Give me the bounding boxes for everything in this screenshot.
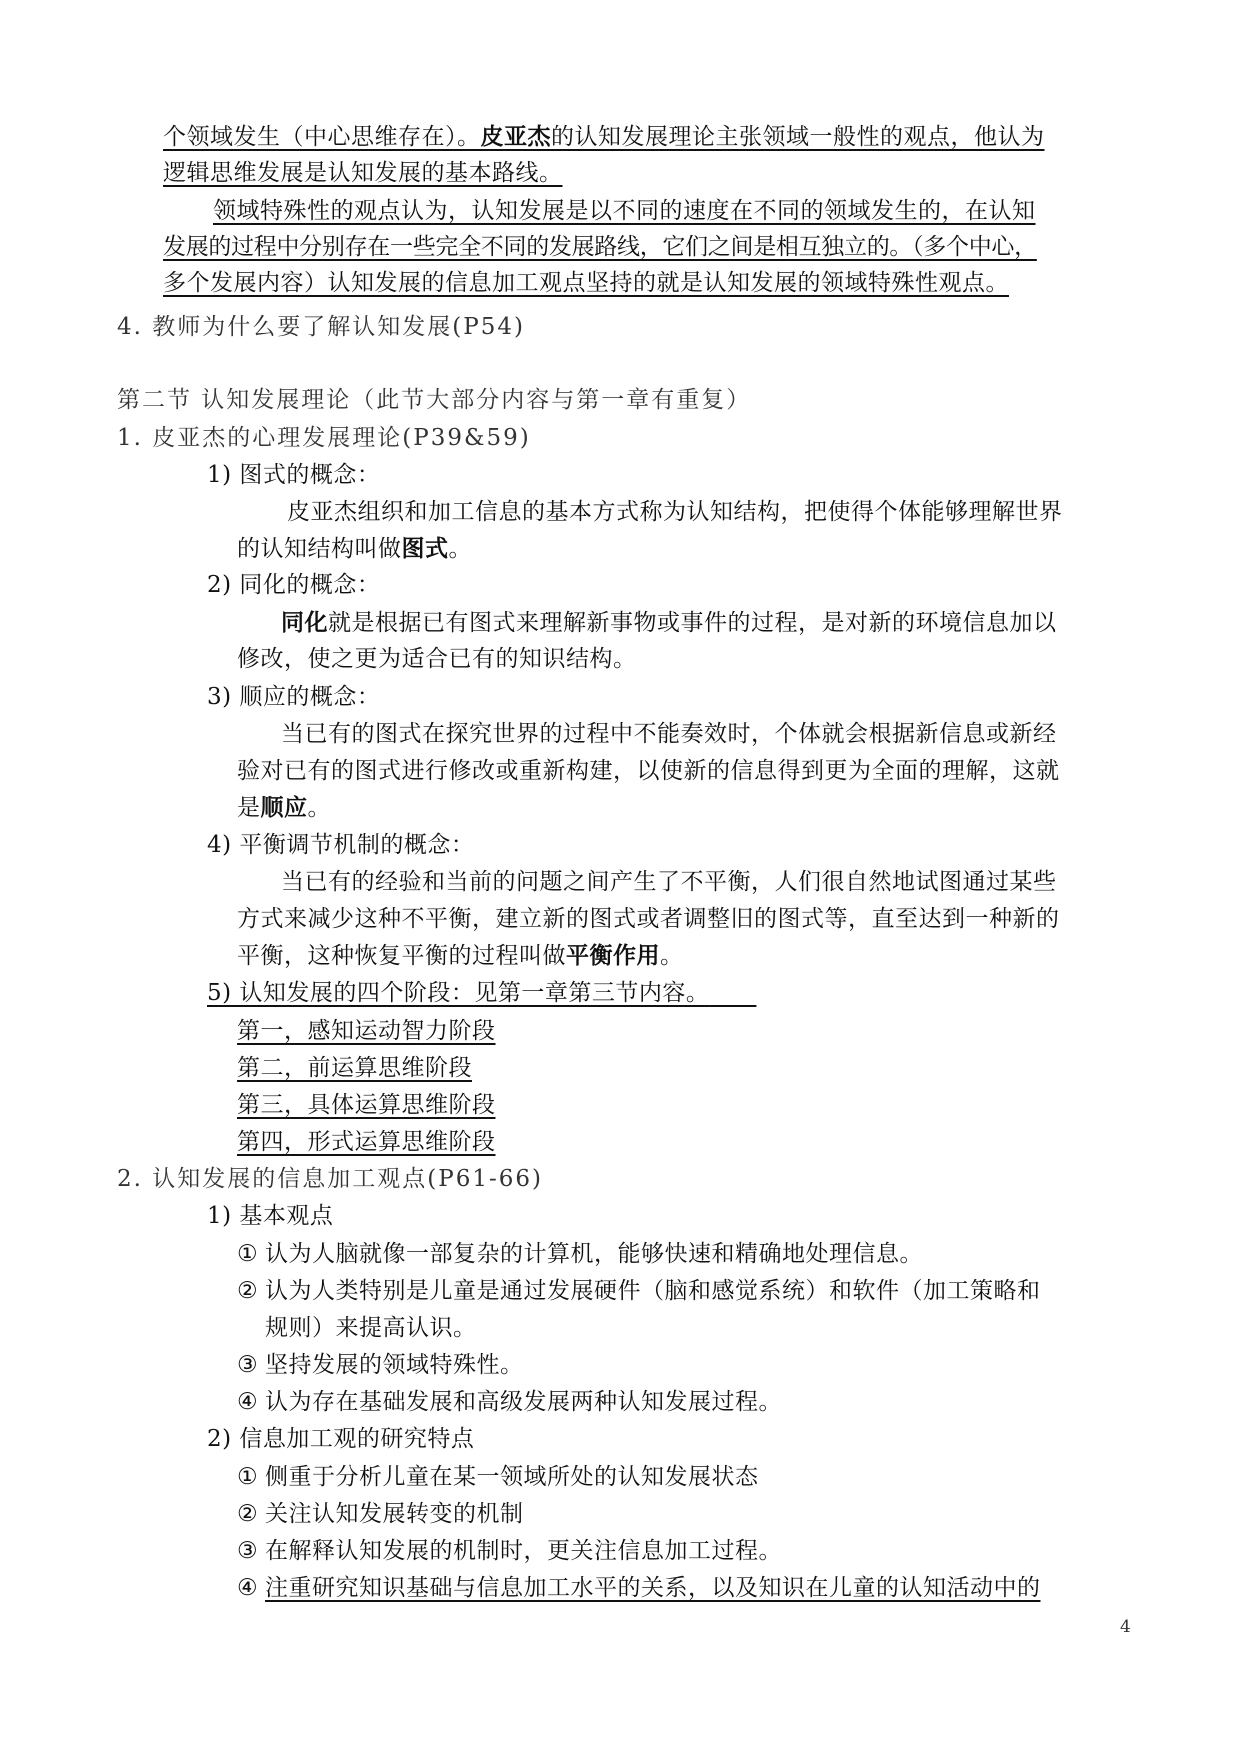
basic-view-2-cont: 规则）来提高认识。 [265, 1315, 477, 1341]
schema-line-2: 的认知结构叫做图式。 [237, 536, 472, 562]
schema-heading: 1) 图式的概念： [207, 462, 381, 488]
question-4: 4. 教师为什么要了解认知发展(P54) [117, 314, 525, 340]
stage-item: 第三，具体运算思维阶段 [237, 1092, 496, 1118]
basic-views-heading: 1) 基本观点 [207, 1203, 334, 1229]
assimilation-heading: 2) 同化的概念： [207, 572, 381, 598]
schema-line-1: 皮亚杰组织和加工信息的基本方式称为认知结构，把使得个体能够理解世界 [287, 499, 1063, 525]
basic-view-2: ② 认为人类特别是儿童是通过发展硬件（脑和感觉系统）和软件（加工策略和 [237, 1278, 1041, 1304]
item-1-title: 1. 皮亚杰的心理发展理论(P39&59) [117, 425, 531, 451]
equilibration-heading: 4) 平衡调节机制的概念： [207, 832, 475, 858]
feature-1: ① 侧重于分析儿童在某一领域所处的认知发展状态 [237, 1464, 759, 1490]
accommodation-line-3: 是顺应。 [237, 795, 331, 821]
features-heading: 2) 信息加工观的研究特点 [207, 1426, 475, 1452]
accommodation-line-2: 验对已有的图式进行修改或重新构建，以使新的信息得到更为全面的理解，这就 [237, 758, 1060, 784]
domain-para-line-5: 多个发展内容）认知发展的信息加工观点坚持的就是认知发展的领域特殊性观点。 [163, 270, 1009, 296]
basic-view-1: ① 认为人脑就像一部复杂的计算机，能够快速和精确地处理信息。 [237, 1241, 923, 1267]
stage-item: 第一，感知运动智力阶段 [237, 1018, 496, 1044]
feature-2: ② 关注认知发展转变的机制 [237, 1501, 524, 1527]
basic-view-4: ④ 认为存在基础发展和高级发展两种认知发展过程。 [237, 1389, 782, 1415]
equilibration-line-3: 平衡，这种恢复平衡的过程叫做平衡作用。 [237, 943, 684, 969]
domain-para-line-1: 个领域发生（中心思维存在）。皮亚杰的认知发展理论主张领域一般性的观点，他认为 [163, 124, 1045, 150]
page-number: 4 [1120, 1617, 1131, 1637]
equilibration-line-1: 当已有的经验和当前的问题之间产生了不平衡，人们很自然地试图通过某些 [281, 869, 1057, 895]
feature-4: ④ 注重研究知识基础与信息加工水平的关系，以及知识在儿童的认知活动中的 [237, 1575, 1041, 1601]
assimilation-line-1: 同化就是根据已有图式来理解新事物或事件的过程，是对新的环境信息加以 [281, 610, 1057, 636]
item-2-title: 2. 认知发展的信息加工观点(P61-66) [117, 1166, 543, 1192]
basic-view-3: ③ 坚持发展的领域特殊性。 [237, 1352, 524, 1378]
stages-heading: 5) 认知发展的四个阶段：见第一章第三节内容。 [207, 980, 710, 1006]
assimilation-line-2: 修改，使之更为适合已有的知识结构。 [237, 646, 637, 672]
section-2-title: 第二节 认知发展理论（此节大部分内容与第一章有重复） [117, 387, 752, 413]
domain-para-line-3: 领域特殊性的观点认为，认知发展是以不同的速度在不同的领域发生的，在认知 [213, 198, 1036, 224]
accommodation-heading: 3) 顺应的概念： [207, 684, 381, 710]
equilibration-line-2: 方式来减少这种不平衡，建立新的图式或者调整旧的图式等，直至达到一种新的 [237, 906, 1060, 932]
domain-para-line-4: 发展的过程中分别存在一些完全不同的发展路线，它们之间是相互独立的。（多个中心， [163, 234, 1037, 260]
stage-item: 第四，形式运算思维阶段 [237, 1129, 496, 1155]
stage-item: 第二，前运算思维阶段 [237, 1055, 472, 1081]
accommodation-line-1: 当已有的图式在探究世界的过程中不能奏效时，个体就会根据新信息或新经 [281, 721, 1057, 747]
feature-3: ③ 在解释认知发展的机制时，更关注信息加工过程。 [237, 1538, 782, 1564]
domain-para-line-2: 逻辑思维发展是认知发展的基本路线。 [163, 160, 563, 186]
